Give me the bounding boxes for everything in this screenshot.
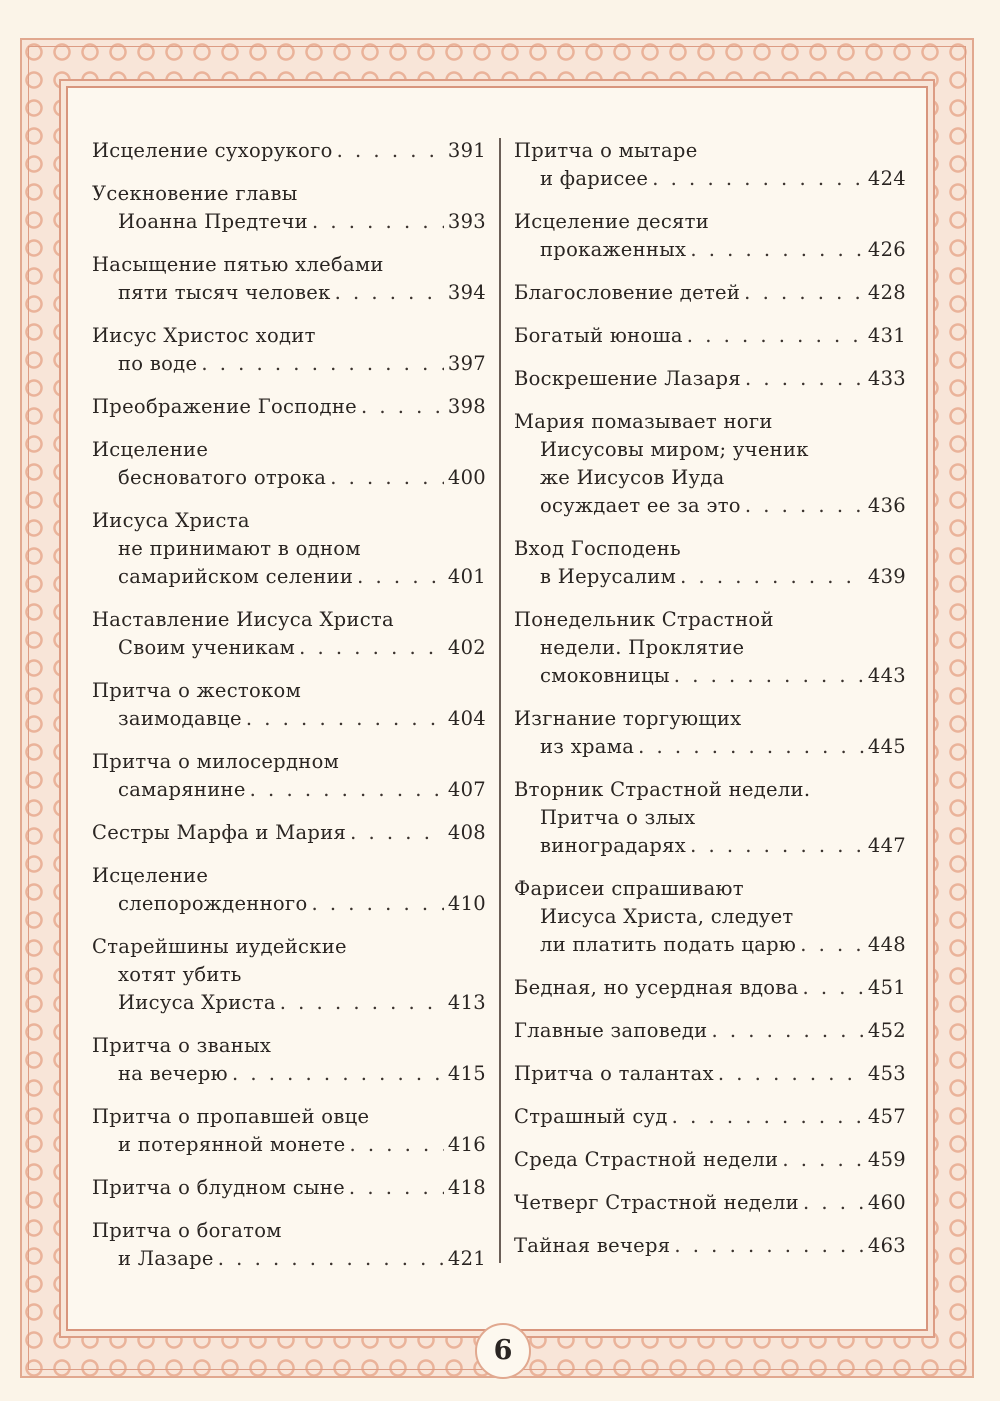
toc-entry-page: 424: [867, 167, 906, 190]
toc-entry-page: 410: [447, 892, 486, 915]
leader-dots: [312, 208, 444, 236]
leader-dots: [299, 634, 444, 662]
toc-entry-page: 404: [447, 707, 486, 730]
toc-entry: [514, 208, 906, 264]
toc-entry-title: и фарисее: [540, 167, 649, 190]
leader-dots: [337, 137, 444, 165]
toc-entry-page: 452: [867, 1019, 906, 1042]
toc-entry-title: заимодавце: [118, 707, 242, 730]
toc-entry: [92, 322, 486, 378]
toc-entry: [514, 606, 906, 690]
leader-dots: [232, 1060, 444, 1088]
toc-entry: [92, 606, 486, 662]
toc-entry-title: Исцеление сухорукого: [92, 139, 333, 162]
toc-entry-title: Старейшины иудейские: [92, 935, 347, 958]
toc-entry-title: Тайная вечеря: [514, 1234, 671, 1257]
toc-entry-title: Среда Страстной недели: [514, 1148, 779, 1171]
toc-entry-title: в Иерусалим: [540, 565, 677, 588]
toc-entry-title: Исцеление: [92, 864, 209, 887]
toc-entry-page: 457: [867, 1105, 906, 1128]
toc-entry-title: и потерянной монете: [118, 1133, 346, 1156]
page-number: 6: [475, 1323, 531, 1379]
toc-entry-title: Наставление Иисуса Христа: [92, 608, 394, 631]
toc-entry: [92, 748, 486, 804]
toc-entry-title: Вход Господень: [514, 537, 681, 560]
leader-dots: [201, 350, 444, 378]
toc-entry-page: 463: [867, 1234, 906, 1257]
toc-entry-title: из храма: [540, 735, 635, 758]
toc-entry-page: 426: [867, 238, 906, 261]
toc-entry-title: прокаженных: [540, 238, 687, 261]
toc-entry-title: Четверг Страстной недели: [514, 1191, 799, 1214]
leader-dots: [349, 1174, 444, 1202]
leader-dots: [745, 492, 864, 520]
toc-entry-title: самарянине: [118, 778, 246, 801]
toc-entry-title: Сестры Марфа и Мария: [92, 821, 347, 844]
toc-entry-title: Притча о пропавшей овце: [92, 1105, 370, 1128]
toc-entry-title: Притча о званых: [92, 1034, 272, 1057]
toc-entry: [92, 1174, 486, 1202]
toc-entry-title: недели. Проклятие: [540, 636, 745, 659]
toc-entry: [92, 251, 486, 307]
toc-entry-title: пяти тысяч человек: [118, 281, 331, 304]
toc-entry-title: Понедельник Страстной: [514, 608, 774, 631]
toc-entry-title: Бедная, но усердная вдова: [514, 976, 799, 999]
toc-entry-title: Благословение детей: [514, 281, 741, 304]
toc-entry-page: 421: [447, 1247, 486, 1270]
toc-entry-title: Притча о жестоком: [92, 679, 302, 702]
toc-entry: [92, 933, 486, 1017]
toc-entry-page: 400: [447, 466, 486, 489]
toc-entry-page: 436: [867, 494, 906, 517]
toc-entry: [514, 705, 906, 761]
toc-entry-title: ли платить подать царю: [540, 933, 797, 956]
toc-entry: [92, 393, 486, 421]
leader-dots: [680, 563, 864, 591]
toc-entry: [92, 677, 486, 733]
leader-dots: [330, 464, 444, 492]
leader-dots: [672, 1103, 864, 1131]
toc-entry-page: 394: [447, 281, 486, 304]
toc-entry: [514, 365, 906, 393]
leader-dots: [250, 776, 444, 804]
toc-entry-page: 460: [867, 1191, 906, 1214]
toc-entry: [514, 776, 906, 860]
toc-entry-title: Исцеление: [92, 438, 209, 461]
toc-entry-page: 451: [867, 976, 906, 999]
leader-dots: [711, 1017, 863, 1045]
toc-entry-title: Своим ученикам: [118, 636, 296, 659]
leader-dots: [335, 279, 444, 307]
toc-entry-page: 397: [447, 352, 486, 375]
toc-entry-title: Изгнание торгующих: [514, 707, 742, 730]
toc-entry: [514, 1189, 906, 1217]
toc-entry: [514, 1017, 906, 1045]
toc-entry: [514, 1060, 906, 1088]
toc-entry-title: Иисуса Христа: [118, 991, 276, 1014]
toc-column-right: [514, 137, 906, 1275]
leader-dots: [690, 236, 864, 264]
toc-entry-page: 453: [867, 1062, 906, 1085]
leader-dots: [361, 393, 444, 421]
toc-entry-title: Фарисеи спрашивают: [514, 877, 744, 900]
toc-entry-title: осуждает ее за это: [540, 494, 741, 517]
column-divider: [499, 138, 501, 1263]
leader-dots: [246, 705, 444, 733]
leader-dots: [718, 1060, 864, 1088]
toc-entry-title: по воде: [118, 352, 198, 375]
toc-entry-page: 402: [447, 636, 486, 659]
leader-dots: [745, 365, 864, 393]
toc-entry-title: Насыщение пятью хлебами: [92, 253, 384, 276]
toc-entry-page: 416: [447, 1133, 486, 1156]
leader-dots: [218, 1245, 444, 1273]
toc-entry-title: бесноватого отрока: [118, 466, 327, 489]
toc-entry-title: Преображение Господне: [92, 395, 357, 418]
toc-entry-page: 418: [447, 1176, 486, 1199]
leader-dots: [349, 1131, 443, 1159]
toc-entry: [92, 1217, 486, 1273]
toc-entry: [514, 322, 906, 350]
toc-entry-title: Страшный суд: [514, 1105, 668, 1128]
toc-entry-title: Иисуса Христа, следует: [540, 905, 794, 928]
toc-entry-title: смоковницы: [540, 664, 670, 687]
toc-entry-page: 413: [447, 991, 486, 1014]
toc-entry: [514, 279, 906, 307]
leader-dots: [638, 733, 864, 761]
toc-entry: [514, 1232, 906, 1260]
toc-entry-page: 408: [447, 821, 486, 844]
toc-entry-title: самарийском селении: [118, 565, 354, 588]
leader-dots: [744, 279, 864, 307]
toc-entry-title: Притча о мытаре: [514, 139, 698, 162]
toc-entry-title: слепорожденного: [118, 892, 308, 915]
toc-entry: [92, 436, 486, 492]
toc-entry: [92, 1103, 486, 1159]
toc-entry-page: 447: [867, 834, 906, 857]
toc-entry-title: Иисус Христос ходит: [92, 324, 316, 347]
leader-dots: [687, 322, 864, 350]
toc-entry: [92, 819, 486, 847]
leader-dots: [800, 931, 864, 959]
toc-entry-page: 433: [867, 367, 906, 390]
toc-entry-title: же Иисусов Иуда: [540, 466, 725, 489]
leader-dots: [690, 832, 864, 860]
toc-entry-title: Богатый юноша: [514, 324, 683, 347]
toc-entry-page: 398: [447, 395, 486, 418]
toc-entry-title: виноградарях: [540, 834, 687, 857]
toc-entry-page: 393: [447, 210, 486, 233]
toc-entry-page: 443: [867, 664, 906, 687]
toc-entry: [514, 974, 906, 1002]
toc-entry: [92, 180, 486, 236]
leader-dots: [674, 1232, 863, 1260]
toc-entry: [514, 1146, 906, 1174]
toc-entry: [514, 408, 906, 520]
toc-entry: [92, 137, 486, 165]
toc-entry: [514, 535, 906, 591]
toc-entry-title: Притча о милосердном: [92, 750, 340, 773]
toc-entry-title: Притча о злых: [540, 806, 696, 829]
toc-entry-page: 459: [867, 1148, 906, 1171]
leader-dots: [803, 1189, 864, 1217]
leader-dots: [357, 563, 444, 591]
leader-dots: [350, 819, 444, 847]
toc-entry-page: 407: [447, 778, 486, 801]
toc-entry-title: Притча о блудном сыне: [92, 1176, 345, 1199]
toc-entry: [92, 507, 486, 591]
toc-entry-page: 431: [867, 324, 906, 347]
toc-entry-page: 439: [867, 565, 906, 588]
toc-entry-title: Притча о богатом: [92, 1219, 282, 1242]
toc-entry-title: Вторник Страстной недели.: [514, 778, 811, 801]
toc-entry-title: на вечерю: [118, 1062, 228, 1085]
toc-entry-page: 445: [867, 735, 906, 758]
leader-dots: [311, 890, 443, 918]
toc-entry-title: Иоанна Предтечи: [118, 210, 308, 233]
toc-entry-page: 415: [447, 1062, 486, 1085]
toc-entry-title: хотят убить: [118, 963, 242, 986]
toc-entry: [514, 137, 906, 193]
toc-entry: [92, 1032, 486, 1088]
toc-entry-page: 448: [867, 933, 906, 956]
leader-dots: [280, 989, 444, 1017]
toc-entry-title: Иисусовы миром; ученик: [540, 438, 809, 461]
toc-entry-title: Главные заповеди: [514, 1019, 708, 1042]
toc-entry: [514, 1103, 906, 1131]
toc-entry-title: Иисуса Христа: [92, 509, 250, 532]
toc-entry-title: Исцеление десяти: [514, 210, 710, 233]
toc-entry: [514, 875, 906, 959]
leader-dots: [782, 1146, 864, 1174]
toc-column-left: [92, 137, 486, 1288]
toc-entry-page: 428: [867, 281, 906, 304]
toc-entry-title: не принимают в одном: [118, 537, 361, 560]
toc-entry-page: 401: [447, 565, 486, 588]
toc-entry-title: Притча о талантах: [514, 1062, 714, 1085]
leader-dots: [652, 165, 864, 193]
toc-entry: [92, 862, 486, 918]
leader-dots: [803, 974, 864, 1002]
toc-entry-title: Мария помазывает ноги: [514, 410, 773, 433]
toc-entry-title: и Лазаре: [118, 1247, 214, 1270]
toc-entry-page: 391: [447, 139, 486, 162]
toc-entry-title: Усекновение главы: [92, 182, 298, 205]
leader-dots: [674, 662, 864, 690]
toc-entry-title: Воскрешение Лазаря: [514, 367, 741, 390]
